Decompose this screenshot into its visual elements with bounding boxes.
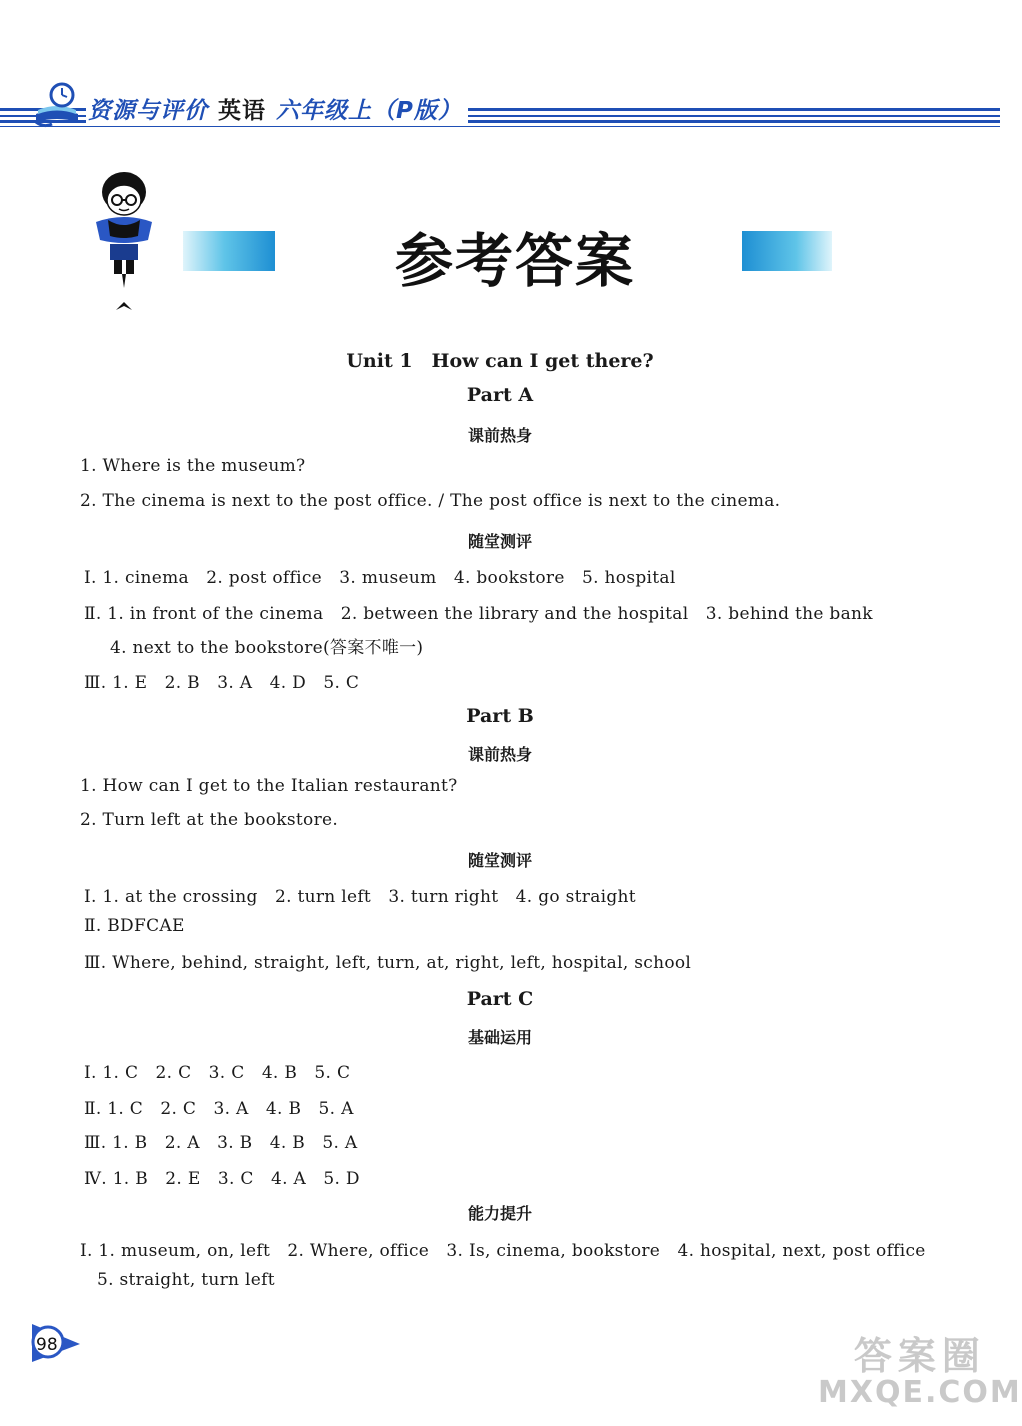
answer-line: 1. How can I get to the Italian restaurant? [80,776,458,796]
part-c-title: Part C [466,988,534,1010]
page-header [0,0,1000,140]
title-decor-bar-left [183,231,275,271]
watermark-bottom-text: MXQE.COM [818,1375,1022,1410]
section-heading: 基础运用 [467,1028,532,1047]
answer-line: Ⅱ. 1. in front of the cinema 2. between the library and the hospital 3. behind the bank [84,604,873,624]
page-title: 参考答案 [395,227,636,295]
answer-line: Ⅱ. BDFCAE [84,916,185,936]
part-a-title: Part A [466,384,534,406]
header-brand: 资源与评价 [88,98,208,124]
title-decor-bar-right [742,231,832,271]
book-clock-logo-icon [32,80,82,130]
unit-title: Unit 1 How can I get there? [346,350,654,372]
answer-line: Ⅲ. 1. E 2. B 3. A 4. D 5. C [84,673,360,693]
watermark-top-text: 答案圈 [853,1334,986,1378]
answer-line: 1. Where is the museum? [80,456,306,476]
part-b-title: Part B [466,705,534,727]
section-heading: 随堂测评 [467,532,532,551]
answer-line: Ⅰ. 1. at the crossing 2. turn left 3. turn right 4. go straight [84,887,636,907]
section-heading: 能力提升 [467,1204,532,1223]
header-title [86,92,468,125]
watermark-logo [818,1336,1022,1410]
answer-line: 4. next to the bookstore(答案不唯一) [110,638,424,658]
section-heading: 课前热身 [467,426,532,445]
section-heading: 课前热身 [467,745,532,764]
answer-line: Ⅲ. Where, behind, straight, left, turn, at, right, left, hospital, school [84,953,692,973]
answer-line: 5. straight, turn left [97,1270,275,1290]
header-grade: 六年级上（P版） [276,98,462,124]
header-subject: 英语 [218,98,266,124]
section-heading: 随堂测评 [467,851,532,870]
mascot-illustration [88,170,162,320]
answer-line: Ⅰ. 1. C 2. C 3. C 4. B 5. C [84,1063,351,1083]
answer-line: Ⅱ. 1. C 2. C 3. A 4. B 5. A [84,1099,354,1119]
page-number: 98 [36,1335,58,1355]
answer-line: Ⅰ. 1. museum, on, left 2. Where, office 3. Is, cinema, bookstore 4. hospital, next, post office [80,1241,926,1261]
answer-line: 2. Turn left at the bookstore. [80,810,339,830]
answer-line: Ⅳ. 1. B 2. E 3. C 4. A 5. D [84,1169,360,1189]
answer-line: Ⅰ. 1. cinema 2. post office 3. museum 4. bookstore 5. hospital [84,568,676,588]
answer-line: 2. The cinema is next to the post office. / The post office is next to the cinema. [80,491,781,511]
answer-line: Ⅲ. 1. B 2. A 3. B 4. B 5. A [84,1133,358,1153]
